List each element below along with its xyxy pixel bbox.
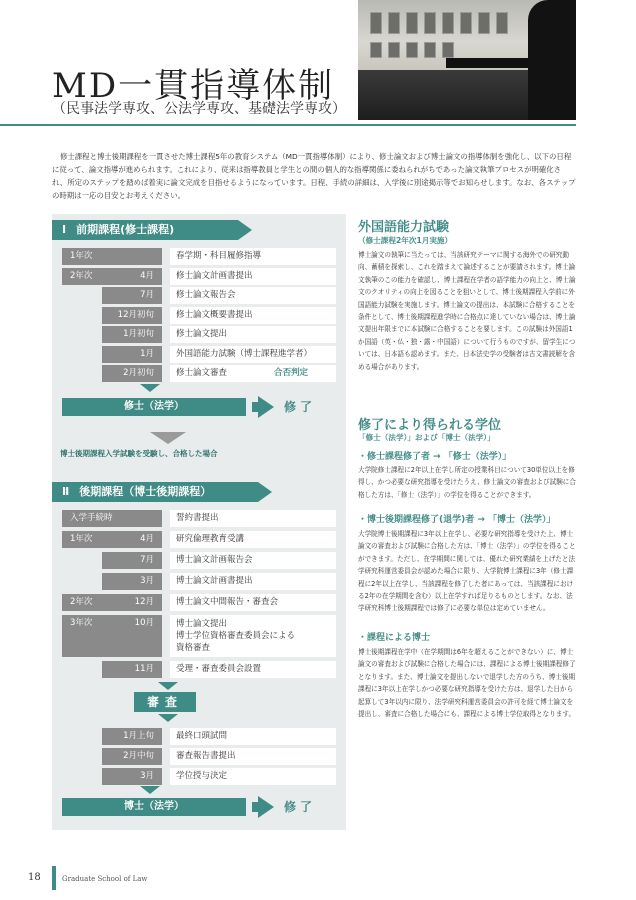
- schedule-period: [102, 748, 162, 765]
- course1-complete: 修了: [284, 400, 317, 414]
- hero-photo: [358, 0, 576, 120]
- schedule-row: [52, 326, 346, 343]
- footer-text: Graduate School of Law: [62, 875, 148, 883]
- page-subtitle: （民事法学専攻、公法学専攻、基礎法学専攻）: [52, 101, 346, 117]
- schedule-month: 12月: [134, 597, 154, 607]
- schedule-task-text: 誓約書提出: [176, 513, 219, 523]
- schedule-task-text: 外国語能力試験（博士課程進学者）: [176, 348, 313, 359]
- schedule-row: [52, 748, 346, 765]
- schedule-task-text: 学位授与決定: [176, 771, 228, 781]
- doctor-degree-heading: ・博士後期課程修了(退学)者 → 「博士（法学）」: [358, 515, 556, 525]
- footer-bar: [52, 866, 56, 890]
- lang-exam-subtitle: （修士課程2年次1月実施）: [358, 236, 453, 245]
- schedule-month: 2月初旬: [123, 368, 154, 378]
- schedule-month: 12月初旬: [117, 309, 154, 320]
- schedule-month: 4月: [140, 270, 154, 281]
- course2-arrow-c: [140, 786, 160, 794]
- schedule-period: [102, 346, 162, 363]
- schedule-year: 2年次: [70, 270, 93, 281]
- schedule-month: 2月中旬: [123, 751, 154, 761]
- schedule-period: [102, 552, 162, 569]
- degree-title: 修了により得られる学位: [358, 418, 502, 433]
- schedule-row: [52, 346, 346, 363]
- schedule-month: 3月: [140, 576, 154, 586]
- schedule-task-text: 審査報告書提出: [176, 751, 236, 761]
- pass-judgement: 合否判定: [273, 368, 308, 378]
- schedule-period: [102, 365, 162, 382]
- schedule-task: [170, 615, 336, 657]
- course1-arrow: [140, 384, 160, 392]
- schedule-period: [62, 268, 162, 285]
- schedule-row: [52, 268, 346, 285]
- schedule-row: [52, 615, 346, 657]
- schedule-task: [170, 661, 336, 678]
- schedule-period: [62, 248, 162, 265]
- schedule-task-text: 修士論文審査: [176, 368, 228, 378]
- schedule-task-text: 博士論文計画報告会: [176, 555, 253, 565]
- schedule-task-text: 修士論文提出: [176, 329, 228, 339]
- lang-exam-body: 博士論文の執筆に当たっては、当該研究テーマに関する海外での研究動向、蓄積を探索し、これを踏まえて論述することが要請されます。博士論文執筆のこの能力を確認し、博士課程在学者の語学能力の向上と、博士論文のクオリティの向上を図ることを狙いとして、博士後期課程入学前に外国語能力試験を実施します。博士論文の提出は、本試験に合格することを条件として、博士後期課程進学時に合格点に達していない場合は、博士論文提出年限までに本試験に合格することを要します。この試験は外国語1か国語（英・仏・独・露・中国語）について行うものですが、留学生については、日本語も認めます。また、日本法史学の受験者は古文書読解を含める場合があります。: [358, 251, 576, 371]
- schedule-task: [170, 346, 336, 363]
- schedule-period: [102, 287, 162, 304]
- schedule-task: [170, 531, 336, 548]
- schedule-period: [102, 573, 162, 590]
- schedule-period: [102, 661, 162, 678]
- schedule-row: [52, 728, 346, 745]
- schedule-task: [170, 287, 336, 304]
- schedule-task: [170, 248, 336, 265]
- schedule-task-text: 博士論文計画書提出: [176, 576, 253, 586]
- schedule-row: [52, 594, 346, 611]
- course1-header: Ⅰ 前期課程(修士課程): [52, 220, 238, 240]
- schedule-period: [102, 307, 162, 324]
- schedule-month: 1月上旬: [123, 731, 154, 741]
- schedule-year: 1年次: [70, 534, 93, 544]
- course1-degree: 修士（法学）: [62, 398, 246, 416]
- course2-arrow-b: [158, 714, 178, 722]
- schedule-row: [52, 573, 346, 590]
- course2-right-arrow: [258, 796, 274, 818]
- schedule-period: [62, 510, 162, 527]
- schedule-period: [62, 531, 162, 548]
- schedule-task: [170, 326, 336, 343]
- schedule-task-text: 修士論文計画書提出: [176, 270, 253, 281]
- schedule-task-text: 修士論文報告会: [176, 290, 236, 300]
- schedule-task: [170, 748, 336, 765]
- transition-arrow: [150, 432, 186, 444]
- schedule-year: 1年次: [70, 251, 93, 261]
- schedule-period: [62, 594, 162, 611]
- course2-arrow-a: [158, 682, 178, 690]
- page-number: 18: [28, 872, 41, 883]
- review-box: 審査: [134, 692, 196, 712]
- schedule-month: 7月: [140, 555, 154, 565]
- schedule-task-text: 修士論文概要書提出: [176, 309, 253, 320]
- schedule-task: [170, 594, 336, 611]
- schedule-month: 4月: [140, 534, 154, 544]
- page-title: MD一貫指導体制: [52, 66, 335, 106]
- schedule-row: [52, 768, 346, 785]
- schedule-month: 3月: [140, 771, 154, 781]
- schedule-task-text: 春学期・科目履修指導: [176, 251, 262, 261]
- schedule-period: [102, 326, 162, 343]
- master-degree-heading: ・修士課程修了者 → 「修士（法学）」: [358, 452, 512, 462]
- schedule-year: 2年次: [70, 597, 93, 607]
- schedule-task: [170, 307, 336, 324]
- course-doctor-body: 博士後期課程在学中（在学期間は6年を超えることができない）に、博士論文の審査および試験に合格した場合には、課程による博士後期課程修了となります。また、博士論文を提出しないで退学した方のうち、博士後期課程に3年以上在学しかつ必要な研究指導を受けた方は、退学した日から起算して3年以内に限り、法学研究科運営委員会の許可を経て博士論文を提出し、審査に合格した場合にも、課程による博士学位取得となります。: [358, 648, 576, 719]
- title-rule: [0, 124, 576, 126]
- course2-degree: 博士（法学）: [62, 798, 246, 816]
- schedule-row: [52, 531, 346, 548]
- schedule-row: [52, 661, 346, 678]
- transition-note: 博士後期課程入学試験を受験し、合格した場合: [52, 446, 346, 461]
- schedule-task: [170, 365, 336, 382]
- master-degree-body: 大学院修士課程に2年以上在学し所定の授業科目について30単位以上を修得し、かつ必要な研究指導を受けたうえ、修士論文の審査および試験に合格した方は、「修士（法学）」の学位を得ることができます。: [358, 466, 576, 499]
- course2-complete: 修了: [284, 800, 317, 814]
- schedule-task: [170, 768, 336, 785]
- schedule-period: [62, 615, 162, 657]
- course-doctor-heading: ・課程による博士: [358, 633, 431, 643]
- lang-exam-title: 外国語能力試験: [358, 220, 450, 235]
- schedule-year: 3年次: [70, 618, 93, 628]
- schedule-task-text: 研究倫理教育受講: [176, 534, 245, 544]
- intro-paragraph: 修士課程と博士後期課程を一貫させた博士課程5年の教育システム（MD一貫指導体制）により、修士論文および博士論文の指導体制を強化し、以下の日程に従って、論文指導が進められます。これにより、従来は指導教員と学生との間の個人的な指導関係に委ねられがちであった論文執筆プロセスが明確化され、所定のステップを踏めば着実に論文完成を目指せるようになっています。日程、手続の詳細は、入学後に別途掲示等でお知らせします。なお、各ステップの時期は一応の目安とお考えください。: [52, 152, 576, 200]
- schedule-task-text: 博士論文中間報告・審査会: [176, 597, 279, 607]
- schedule-task: [170, 510, 336, 527]
- schedule-month: 11月: [134, 664, 154, 674]
- schedule-task: [170, 552, 336, 569]
- schedule-task-text: 博士論文提出 博士学位資格審査委員会による 資格審査: [176, 619, 296, 653]
- schedule-row: [52, 287, 346, 304]
- schedule-task: [170, 728, 336, 745]
- degree-subtitle: 「修士（法学）」および「博士（法学）」: [358, 433, 495, 442]
- schedule-period: [102, 728, 162, 745]
- schedule-row: [52, 307, 346, 324]
- schedule-task: [170, 573, 336, 590]
- doctor-degree-body: 大学院博士後期課程に3年以上在学し、必要な研究指導を受けた上、博士論文の審査および試験に合格した方は、「博士（法学）」の学位を得ることができます。ただし、在学期間に関しては、優れた研究業績を上げたと法学研究科運営委員会が認めた場合に限り、大学院博士課程に3年（修士課程に2年以上在学し、当該課程を修了した者にあっては、当該課程における2年の在学期間を含む）以上在学すれば足りるものとします。なお、法学研究科博士後期課程では修了に必要な単位は定めていません。: [358, 530, 576, 613]
- schedule-task-text: 最終口頭試問: [176, 731, 228, 741]
- schedule-month: 1月初旬: [123, 329, 154, 339]
- schedule-row: [52, 552, 346, 569]
- schedule-row: [52, 510, 346, 527]
- schedule-month: 7月: [140, 290, 154, 300]
- schedule-row: [52, 365, 346, 382]
- course2-header: Ⅱ 後期課程（博士後期課程）: [52, 482, 258, 502]
- schedule-month: 1月: [140, 348, 154, 359]
- schedule-task: [170, 268, 336, 285]
- schedule-task-text: 受理・審査委員会設置: [176, 664, 262, 674]
- schedule-month: 10月: [134, 618, 154, 628]
- schedule-year: 入学手続時: [70, 513, 113, 523]
- course1-right-arrow: [258, 396, 274, 418]
- schedule-row: [52, 248, 346, 265]
- schedule-period: [102, 768, 162, 785]
